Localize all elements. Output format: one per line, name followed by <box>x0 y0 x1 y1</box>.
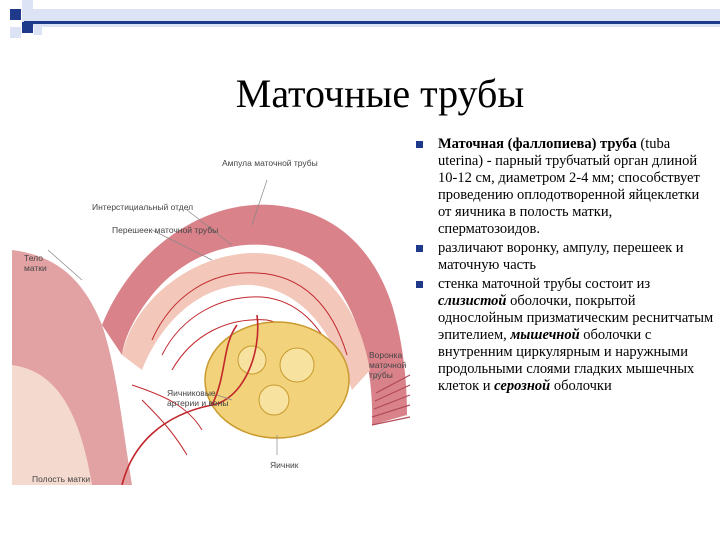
header-band <box>22 9 720 27</box>
bullet-3-serosa: серозной <box>494 378 551 394</box>
bullet-item <box>414 276 714 395</box>
deco-square <box>10 27 21 38</box>
label-uterus-body-line-2: матки <box>24 263 47 273</box>
label-ovarian-vessels <box>167 388 228 408</box>
bullet-square-icon <box>416 141 423 148</box>
deco-square <box>22 22 33 33</box>
bullet-square-icon <box>416 281 423 288</box>
bullet-item <box>414 136 714 238</box>
bullet-3-text-4: оболочки <box>550 378 612 394</box>
label-ovary: Яичник <box>270 460 299 470</box>
bullet-1-term: Маточная (фаллопиева) труба <box>438 136 637 152</box>
deco-square <box>10 9 21 20</box>
bullet-1-text: (tuba uterina) - парный трубчатый орган длиной 10-12 см, диаметром 2-4 мм; способствует проведению оплодотворенной яйцеклетки от яичника в полость матки, сперматозоидов. <box>438 136 700 237</box>
slide-title: Маточные трубы <box>235 71 525 116</box>
bullet-square-icon <box>416 245 423 252</box>
bullet-2-text: различают воронку, ампулу, перешеек и маточную часть <box>438 240 684 273</box>
label-isthmus: Перешеек маточной трубы <box>112 225 219 235</box>
label-infundibulum-line-1: Воронка <box>369 350 403 360</box>
deco-square <box>22 0 33 11</box>
label-ampulla: Ампула маточной трубы <box>222 158 318 168</box>
deco-square <box>34 9 45 20</box>
label-infundibulum-line-3: трубы <box>369 370 393 380</box>
bullet-3-text-3: оболочки с внутренним циркулярным и наружными продольными слоями гладких мышечных клеток и <box>438 327 695 394</box>
label-interstitial: Интерстициальный отдел <box>92 202 194 212</box>
bullet-3-muscular: мышечной <box>510 327 580 343</box>
label-uterus-body-line-1: Тело <box>24 253 43 263</box>
label-vessels-line-2: артерии и вены <box>167 398 229 408</box>
bullet-item <box>414 240 714 274</box>
header-rule <box>24 21 720 24</box>
bullet-list <box>414 136 714 397</box>
bullet-3-text-1: стенка маточной трубы состоит из <box>438 276 651 292</box>
bullet-3-mucosa: слизистой <box>438 293 507 309</box>
label-infundibulum <box>369 350 406 380</box>
bullet-3-text-2: оболочки, покрытой однослойным призматическим реснитчатым эпителием, <box>438 293 714 343</box>
label-uterine-cavity: Полость матки <box>32 474 91 484</box>
label-infundibulum-line-2: маточной <box>369 360 407 370</box>
label-uterus-body <box>24 253 47 273</box>
label-vessels-line-1: Яичниковые <box>167 388 216 398</box>
fallopian-tube-illustration <box>12 155 412 485</box>
ovary <box>205 322 349 438</box>
deco-square <box>34 27 42 35</box>
anatomy-drawing <box>12 155 412 485</box>
